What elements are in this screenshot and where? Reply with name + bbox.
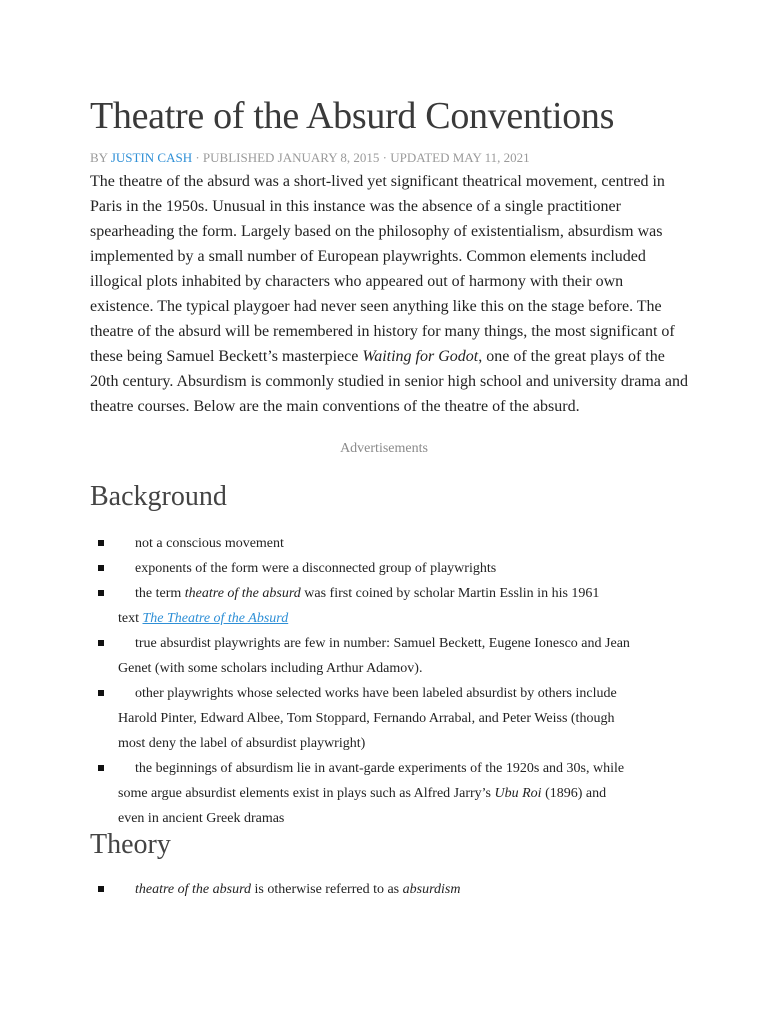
author-link[interactable]: JUSTIN CASH bbox=[110, 150, 193, 165]
intro-paragraph bbox=[90, 169, 690, 419]
list-item bbox=[90, 631, 680, 681]
byline-by: BY bbox=[90, 150, 108, 165]
list-item-italic: theatre of the absurd bbox=[135, 882, 252, 897]
article-title: Theatre of the Absurd Conventions bbox=[90, 95, 615, 137]
list-item-text-cont: some argue absurdist elements exist in plays such as Alfred Jarry’s bbox=[118, 786, 491, 801]
list-item bbox=[90, 681, 680, 756]
list-item-text: text bbox=[118, 611, 139, 626]
section-heading-theory: Theory bbox=[90, 829, 171, 860]
bullet-square-icon bbox=[98, 640, 104, 646]
list-item-text-pre: the term bbox=[135, 586, 182, 601]
list-item-text: true absurdist playwrights are few in number: Samuel Beckett, Eugene Ionesco and Jean bbox=[135, 636, 630, 651]
intro-text-part1: The theatre of the absurd was a short-lived yet significant theatrical movement, centred in Paris in the 1950s. Unusual in this instance was the absence of a single practitioner spearheading the form. Largely based on the philosophy of existentialism, absurdism was implemented by a small number of European playwrights. Common elements included illogical plots inhabited by characters who appeared out of harmony with their own existence. The typical playgoer had never seen anything like this on the stage before. The theatre of the absurd will be remembered in history for many things, the most significant of these being Samuel Beckett’s masterpiece bbox=[90, 173, 675, 365]
bullet-square-icon bbox=[98, 565, 104, 571]
published-date: · PUBLISHED JANUARY 8, 2015 · bbox=[195, 150, 387, 165]
list-item bbox=[90, 877, 680, 902]
theory-list bbox=[90, 877, 680, 902]
list-item-text-mid: was first coined by scholar Martin Esslin in his 1961 bbox=[304, 586, 600, 601]
list-item bbox=[90, 756, 680, 831]
background-list bbox=[90, 531, 680, 831]
list-item bbox=[90, 531, 680, 556]
bullet-square-icon bbox=[98, 590, 104, 596]
bullet-square-icon bbox=[98, 886, 104, 892]
list-item bbox=[90, 556, 680, 581]
list-item-text: exponents of the form were a disconnected group of playwrights bbox=[135, 561, 497, 576]
section-heading-background: Background bbox=[90, 481, 227, 512]
byline bbox=[90, 150, 530, 166]
list-item-text-cont: even in ancient Greek dramas bbox=[118, 811, 285, 826]
list-item-text: not a conscious movement bbox=[135, 536, 284, 551]
list-item-text: the beginnings of absurdism lie in avant-garde experiments of the 1920s and 30s, while bbox=[135, 761, 625, 776]
list-item bbox=[90, 581, 680, 631]
list-item-text-cont: most deny the label of absurdist playwright) bbox=[118, 736, 366, 751]
intro-text-part2: , one of the great plays of the 20th century. Absurdism is commonly studied in senior high school and university drama and theatre courses. Below are the main conventions of the theatre of the absurd. bbox=[90, 348, 688, 415]
intro-italic-title: Waiting for Godot bbox=[362, 348, 479, 365]
theatre-of-the-absurd-book-link[interactable]: The Theatre of the Absurd bbox=[142, 611, 289, 626]
advertisements-label: Advertisements bbox=[340, 441, 428, 456]
list-item-text-cont: Harold Pinter, Edward Albee, Tom Stoppard, Fernando Arrabal, and Peter Weiss (though bbox=[118, 711, 615, 726]
list-item-text-cont: (1896) and bbox=[545, 786, 607, 801]
bullet-square-icon bbox=[98, 690, 104, 696]
list-item-italic: theatre of the absurd bbox=[184, 586, 301, 601]
bullet-square-icon bbox=[98, 540, 104, 546]
list-item-text: is otherwise referred to as bbox=[254, 882, 400, 897]
updated-date: UPDATED MAY 11, 2021 bbox=[390, 150, 530, 165]
bullet-square-icon bbox=[98, 765, 104, 771]
list-item-italic: Ubu Roi bbox=[494, 786, 542, 801]
list-item-text-cont: Genet (with some scholars including Arthur Adamov). bbox=[118, 661, 423, 676]
list-item-italic: absurdism bbox=[402, 882, 461, 897]
list-item-text: other playwrights whose selected works have been labeled absurdist by others include bbox=[135, 686, 617, 701]
